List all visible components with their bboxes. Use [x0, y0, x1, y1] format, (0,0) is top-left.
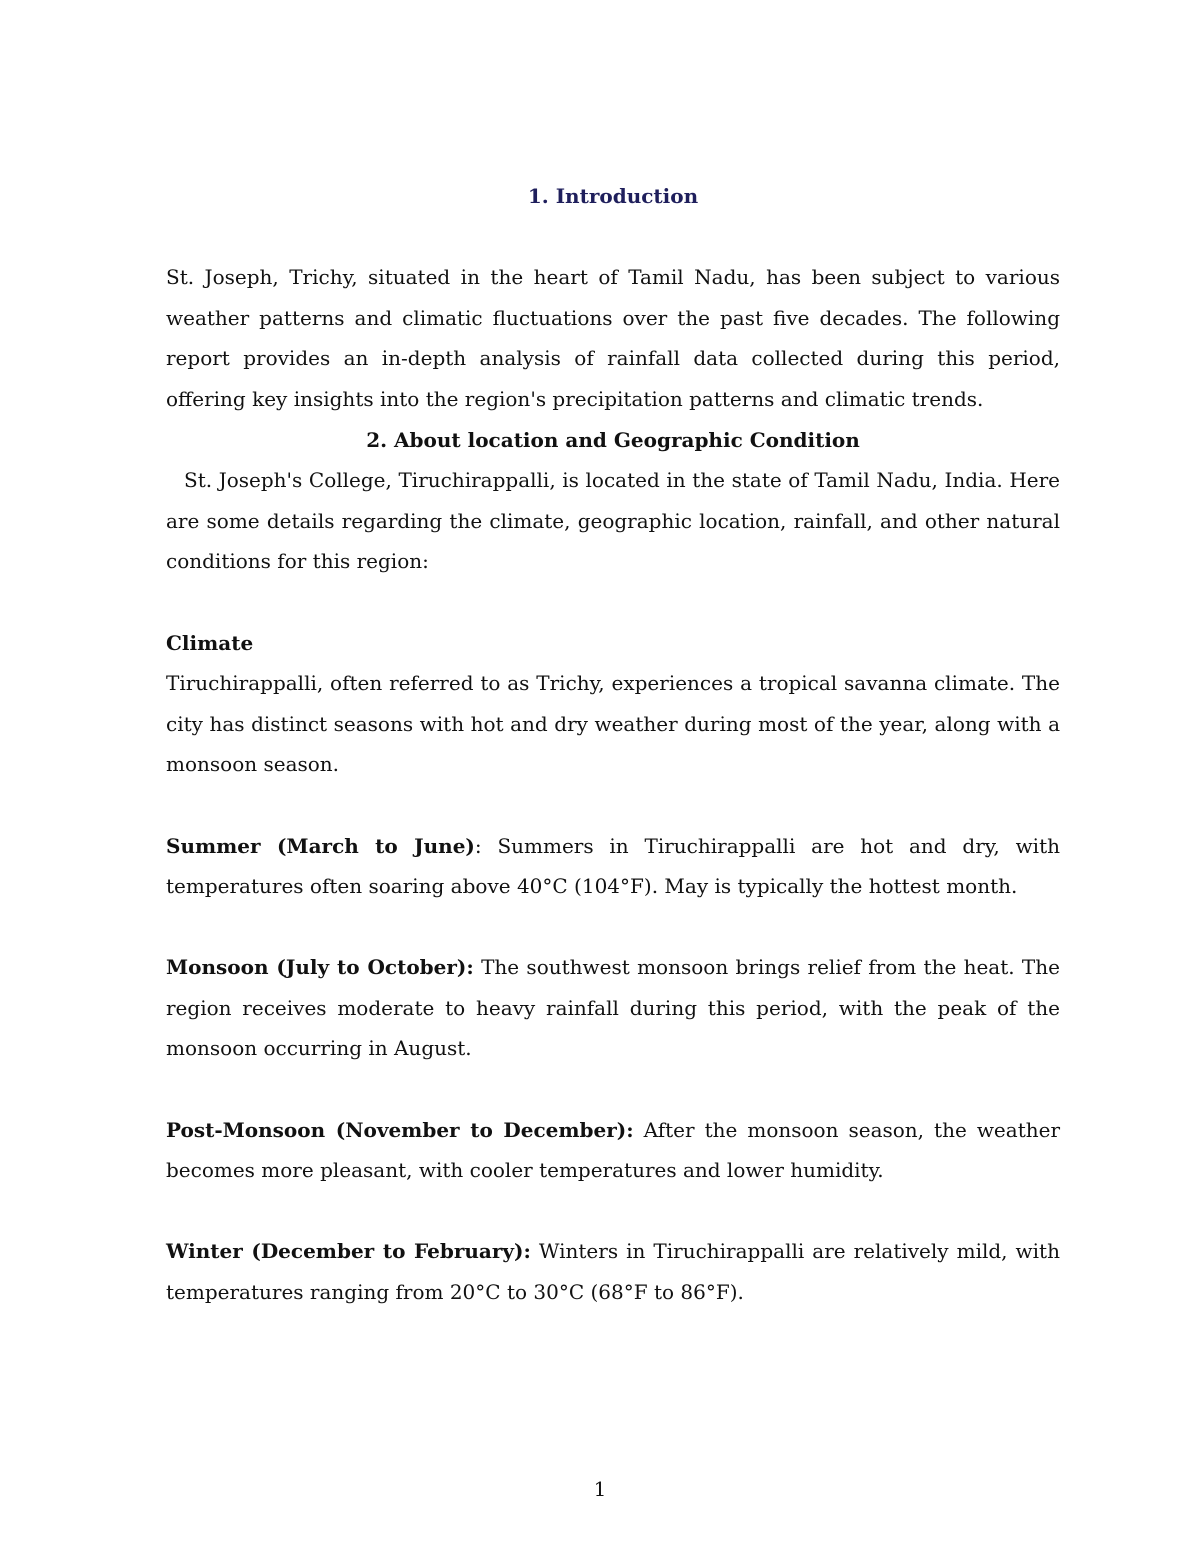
season-post-monsoon — [166, 1110, 1060, 1191]
spacer — [166, 217, 1060, 258]
season-summer-separator: : — [474, 833, 482, 858]
spacer — [166, 785, 1060, 826]
page-number: 1 — [593, 1477, 607, 1501]
season-summer-label: Summer (March to June) — [166, 833, 475, 858]
section-heading-introduction: 1. Introduction — [527, 184, 699, 208]
document-body — [166, 176, 1060, 1313]
season-winter-text: Winters in Tiruchirappalli are relatively mild, with temperatures ranging from 20°C to 30°C (68°F to 86°F). — [166, 1239, 1060, 1305]
season-monsoon-text: The southwest monsoon brings relief from the heat. The region receives moderate to heavy rainfall during this period, with the peak of the monsoon occurring in August. — [166, 955, 1060, 1061]
introduction-paragraph: St. Joseph, Trichy, situated in the heart of Tamil Nadu, has been subject to various weather patterns and climatic fluctuations over the past five decades. The following report provides an in-depth analysis of rainfall data collected during this period, offering key insights into the region's precipitation patterns and climatic trends. — [166, 265, 1060, 411]
climate-heading: Climate — [166, 630, 254, 655]
spacer — [166, 907, 1060, 948]
season-post-monsoon-label: Post-Monsoon (November to December): — [166, 1117, 634, 1142]
season-monsoon-label: Monsoon (July to October): — [166, 955, 474, 980]
season-summer-text: Summers in Tiruchirappalli are hot and dry, with temperatures often soaring above 40°C (104°F). May is typically the hottest month. — [166, 833, 1060, 899]
location-paragraph: St. Joseph's College, Tiruchirappalli, is located in the state of Tamil Nadu, India. Here are some details regarding the climate, geographic location, rainfall, and other natural conditions for this region: — [166, 468, 1060, 574]
spacer — [166, 1069, 1060, 1110]
season-winter-label: Winter (December to February): — [166, 1239, 531, 1264]
season-winter — [166, 1231, 1060, 1312]
climate-paragraph: Tiruchirappalli, often referred to as Trichy, experiences a tropical savanna climate. The city has distinct seasons with hot and dry weather during most of the year, along with a monsoon season. — [166, 671, 1060, 777]
spacer — [166, 1191, 1060, 1232]
section-heading-location: 2. About location and Geographic Condition — [366, 427, 860, 452]
season-post-monsoon-text: After the monsoon season, the weather becomes more pleasant, with cooler temperatures and lower humidity. — [166, 1117, 1061, 1183]
spacer — [166, 582, 1060, 623]
season-summer — [166, 826, 1060, 907]
season-monsoon — [166, 947, 1060, 1069]
